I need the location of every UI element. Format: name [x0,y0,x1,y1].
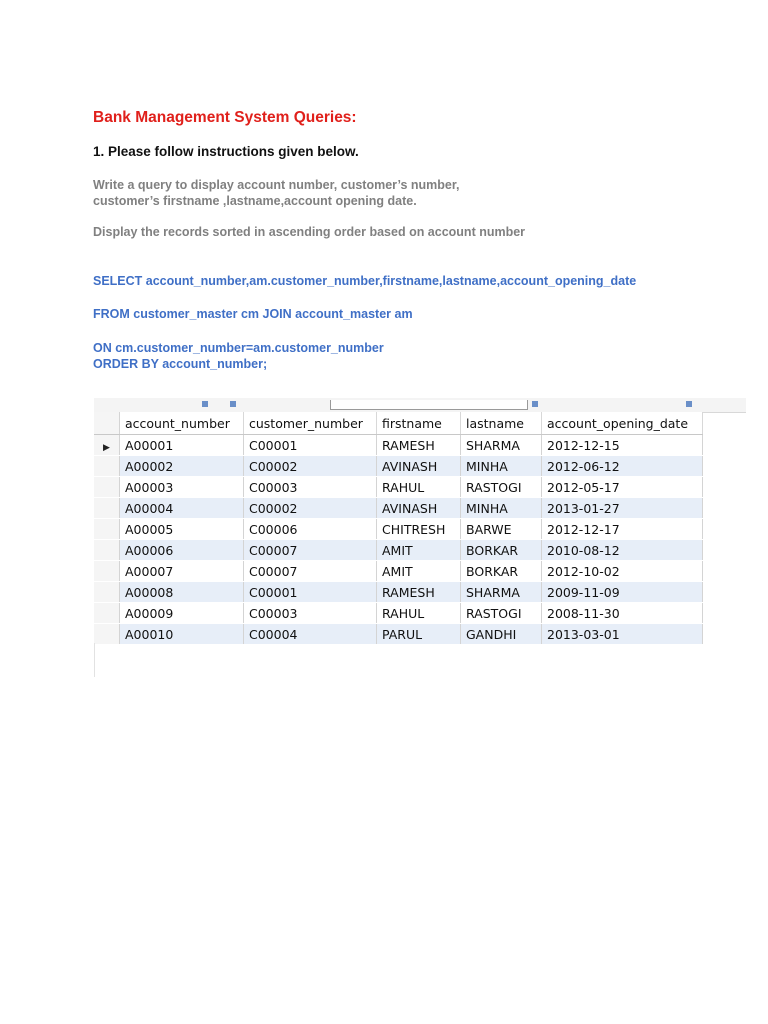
customer-number-cell[interactable]: C00002 [244,456,377,477]
account-opening-date-cell[interactable]: 2010-08-12 [542,540,703,561]
result-table [94,412,703,645]
table-row[interactable] [94,519,703,540]
account-number-cell[interactable]: A00005 [120,519,244,540]
instruction-line-2: customer’s firstname ,lastname,account opening date. [93,194,417,208]
account-opening-date-cell[interactable]: 2013-03-01 [542,624,703,645]
account-opening-date-cell[interactable]: 2012-06-12 [542,456,703,477]
row-selector[interactable] [94,435,120,456]
customer-number-cell[interactable]: C00007 [244,540,377,561]
account-number-cell[interactable]: A00002 [120,456,244,477]
account-number-cell[interactable]: A00004 [120,498,244,519]
account-opening-date-cell[interactable]: 2012-12-15 [542,435,703,456]
grid-toolbar [94,398,746,413]
firstname-cell[interactable]: CHITRESH [377,519,461,540]
account-opening-date-cell[interactable]: 2012-12-17 [542,519,703,540]
lastname-cell[interactable]: RASTOGI [461,603,542,624]
firstname-cell[interactable]: RAHUL [377,603,461,624]
row-selector[interactable] [94,624,120,645]
row-selector[interactable] [94,456,120,477]
account-opening-date-cell[interactable]: 2009-11-09 [542,582,703,603]
grid-empty-area [94,643,95,677]
table-row[interactable] [94,624,703,645]
customer-number-cell[interactable]: C00006 [244,519,377,540]
account-number-cell[interactable]: A00006 [120,540,244,561]
firstname-cell[interactable]: AVINASH [377,498,461,519]
table-row[interactable] [94,477,703,498]
row-selector-header[interactable] [94,412,120,435]
sql-from-line: FROM customer_master cm JOIN account_master am [93,307,413,321]
sql-select-line: SELECT account_number,am.customer_number,firstname,lastname,account_opening_date [93,274,637,288]
account-number-cell[interactable]: A00010 [120,624,244,645]
table-row[interactable] [94,456,703,477]
result-grid-panel [94,398,746,678]
column-header-lastname[interactable]: lastname [461,412,542,435]
lastname-cell[interactable]: MINHA [461,498,542,519]
toolbar-icon[interactable] [532,401,538,407]
table-row[interactable] [94,435,703,456]
account-number-cell[interactable]: A00001 [120,435,244,456]
table-row[interactable] [94,561,703,582]
sql-on-line: ON cm.customer_number=am.customer_number [93,341,384,355]
account-number-cell[interactable]: A00007 [120,561,244,582]
lastname-cell[interactable]: BARWE [461,519,542,540]
row-selector[interactable] [94,498,120,519]
firstname-cell[interactable]: AMIT [377,540,461,561]
table-row[interactable] [94,498,703,519]
lastname-cell[interactable]: GANDHI [461,624,542,645]
toolbar-icon[interactable] [230,401,236,407]
firstname-cell[interactable]: AVINASH [377,456,461,477]
customer-number-cell[interactable]: C00004 [244,624,377,645]
document-title: Bank Management System Queries: [93,109,357,126]
row-selector[interactable] [94,519,120,540]
row-selector[interactable] [94,540,120,561]
row-selector[interactable] [94,561,120,582]
customer-number-cell[interactable]: C00002 [244,498,377,519]
lastname-cell[interactable]: SHARMA [461,582,542,603]
customer-number-cell[interactable]: C00007 [244,561,377,582]
account-number-cell[interactable]: A00009 [120,603,244,624]
instruction-line-1: Write a query to display account number, customer’s number, [93,178,460,192]
instruction-line-3: Display the records sorted in ascending order based on account number [93,225,526,239]
table-row[interactable] [94,540,703,561]
column-header-firstname[interactable]: firstname [377,412,461,435]
account-number-cell[interactable]: A00008 [120,582,244,603]
firstname-cell[interactable]: PARUL [377,624,461,645]
section-heading: 1. Please follow instructions given below. [93,144,359,159]
toolbar-icon[interactable] [202,401,208,407]
customer-number-cell[interactable]: C00003 [244,477,377,498]
column-header-customer-number[interactable]: customer_number [244,412,377,435]
account-number-cell[interactable]: A00003 [120,477,244,498]
customer-number-cell[interactable]: C00001 [244,435,377,456]
row-selector[interactable] [94,477,120,498]
lastname-cell[interactable]: RASTOGI [461,477,542,498]
sql-order-line: ORDER BY account_number; [93,357,268,371]
table-body [94,435,703,645]
toolbar-filter-input[interactable] [330,400,528,410]
account-opening-date-cell[interactable]: 2013-01-27 [542,498,703,519]
firstname-cell[interactable]: RAMESH [377,582,461,603]
lastname-cell[interactable]: MINHA [461,456,542,477]
customer-number-cell[interactable]: C00003 [244,603,377,624]
account-opening-date-cell[interactable]: 2012-05-17 [542,477,703,498]
lastname-cell[interactable]: SHARMA [461,435,542,456]
table-header-row [94,412,703,435]
row-pointer-icon: ▶ [103,442,110,453]
account-opening-date-cell[interactable]: 2012-10-02 [542,561,703,582]
row-selector[interactable] [94,582,120,603]
lastname-cell[interactable]: BORKAR [461,540,542,561]
toolbar-icon[interactable] [686,401,692,407]
table-row[interactable] [94,603,703,624]
customer-number-cell[interactable]: C00001 [244,582,377,603]
firstname-cell[interactable]: AMIT [377,561,461,582]
firstname-cell[interactable]: RAMESH [377,435,461,456]
account-opening-date-cell[interactable]: 2008-11-30 [542,603,703,624]
row-selector[interactable] [94,603,120,624]
firstname-cell[interactable]: RAHUL [377,477,461,498]
table-row[interactable] [94,582,703,603]
lastname-cell[interactable]: BORKAR [461,561,542,582]
column-header-account-opening-date[interactable]: account_opening_date [542,412,703,435]
column-header-account-number[interactable]: account_number [120,412,244,435]
